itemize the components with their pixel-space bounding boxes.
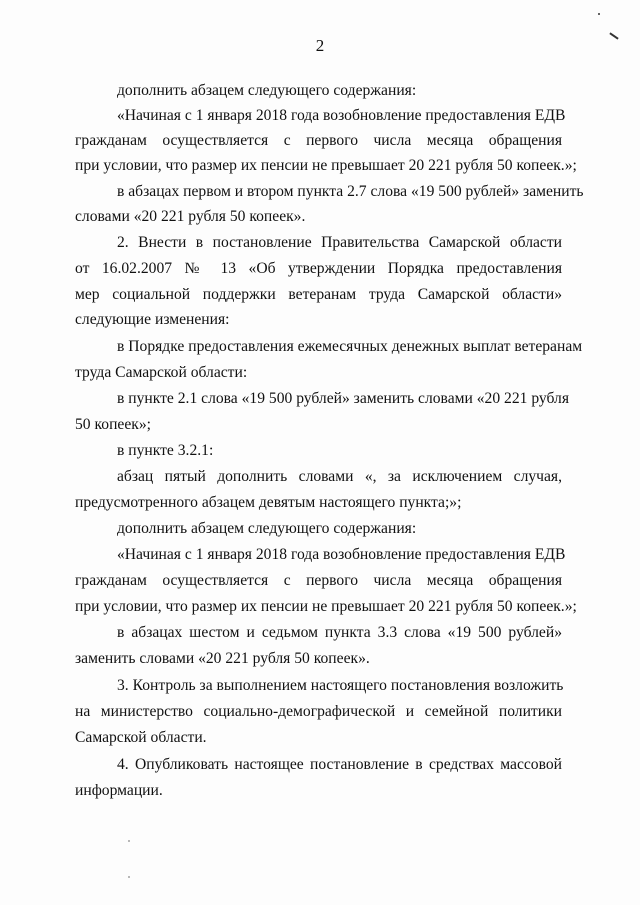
paragraph-line: мер социальной поддержки ветеранам труда Самарской области» — [75, 286, 562, 303]
paragraph-line: предусмотренного абзацем девятым настоящего пункта;»; — [75, 494, 462, 511]
paragraph-line: «Начиная с 1 января 2018 года возобновление предоставления ЕДВ — [117, 107, 566, 124]
paragraph-line: «Начиная с 1 января 2018 года возобновление предоставления ЕДВ — [117, 546, 566, 563]
paragraph-line: абзац пятый дополнить словами «, за исключением случая, — [117, 468, 562, 485]
paragraph-line: в абзацах шестом и седьмом пункта 3.3 слова «19 500 рублей» — [117, 624, 562, 641]
paragraph-line: информации. — [75, 782, 163, 799]
paragraph-line: Самарской области. — [75, 729, 207, 746]
paragraph-line: дополнить абзацем следующего содержания: — [117, 520, 417, 537]
paragraph-line: от 16.02.2007 № 13 «Об утверждении Порядка предоставления — [75, 260, 562, 277]
page-number: 2 — [315, 36, 325, 55]
paragraph-line: 3. Контроль за выполнением настоящего постановления возложить — [117, 677, 564, 694]
paragraph-line: словами «20 221 рубля 50 копеек». — [75, 208, 306, 225]
scan-artifact — [598, 13, 600, 15]
paragraph-line: следующие изменения: — [75, 311, 230, 328]
paragraph-line: на министерство социально-демографической и семейной политики — [75, 703, 562, 720]
paragraph-line: при условии, что размер их пенсии не превышает 20 221 рубля 50 копеек.»; — [75, 157, 577, 174]
paragraph-line: гражданам осуществляется с первого числа месяца обращения — [75, 572, 562, 589]
paragraph-line: 4. Опубликовать настоящее постановление в средствах массовой — [117, 756, 562, 773]
paragraph-line: в абзацах первом и втором пункта 2.7 слова «19 500 рублей» заменить — [117, 183, 584, 200]
paragraph-line: заменить словами «20 221 рубля 50 копеек». — [75, 650, 370, 667]
scan-artifact — [128, 876, 130, 878]
paragraph-line: 50 копеек»; — [75, 416, 151, 433]
paragraph-line: труда Самарской области: — [75, 364, 248, 381]
paragraph-line: дополнить абзацем следующего содержания: — [117, 82, 417, 99]
scan-artifact — [128, 840, 130, 842]
paragraph-line: гражданам осуществляется с первого числа месяца обращения — [75, 132, 562, 149]
paragraph-line: в пункте 2.1 слова «19 500 рублей» заменить словами «20 221 рубля — [117, 390, 570, 407]
paragraph-line: в пункте 3.2.1: — [117, 442, 214, 459]
paragraph-line: 2. Внести в постановление Правительства Самарской области — [117, 234, 562, 251]
paragraph-line: при условии, что размер их пенсии не превышает 20 221 рубля 50 копеек.»; — [75, 598, 577, 615]
paragraph-line: в Порядке предоставления ежемесячных денежных выплат ветеранам — [117, 338, 583, 355]
